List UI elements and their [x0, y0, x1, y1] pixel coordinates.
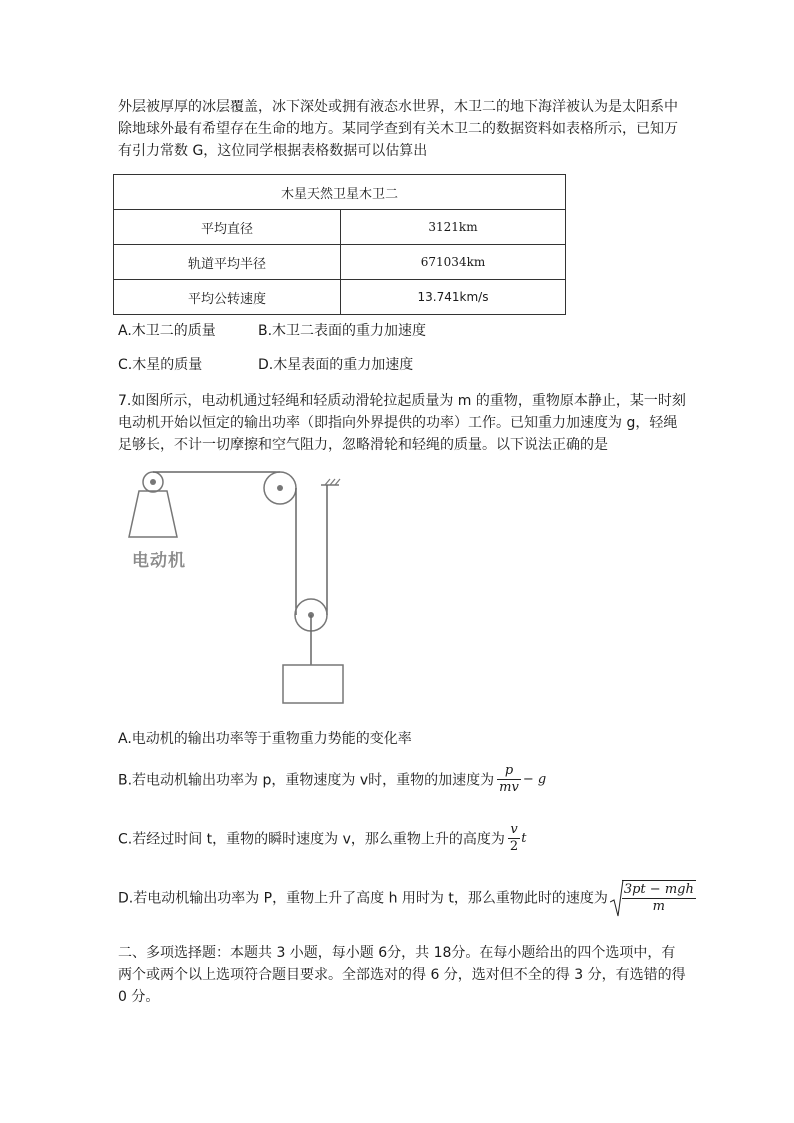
- section2-line-1: 二、多项选择题：本题共 3 小题，每小题 6分，共 18分。在每小题给出的四个选项中，有: [118, 945, 676, 961]
- q7-option-d: [118, 880, 696, 915]
- q6-option-c: C.木星的质量: [118, 357, 203, 373]
- table-cell-label: 轨道平均半径: [114, 245, 341, 280]
- q7-option-d-fraction: [622, 880, 696, 915]
- square-root: [622, 880, 696, 915]
- table-cell-label: 平均公转速度: [114, 280, 341, 315]
- q7-stem-line-1: 7.如图所示，电动机通过轻绳和轻质动滑轮拉起质量为 m 的重物，重物原本静止，某一时刻: [118, 393, 686, 409]
- q7-option-b-tail: − g: [522, 772, 547, 787]
- table-cell-value: 3121km: [341, 210, 566, 245]
- pulley-figure: [125, 465, 365, 705]
- section2-line-3: 0 分。: [118, 989, 160, 1005]
- q7-option-c-tail: t: [521, 831, 527, 846]
- q7-option-b-fraction: [497, 763, 521, 796]
- fraction-numerator: p: [497, 763, 521, 780]
- fraction-numerator: 3pt − mgh: [623, 882, 694, 897]
- fraction-denominator: m: [652, 899, 665, 914]
- motor-label: 电动机: [132, 551, 186, 571]
- europa-data-table: [113, 174, 566, 315]
- table-cell-value: 13.741km/s: [341, 280, 566, 315]
- q7-option-a: A.电动机的输出功率等于重物重力势能的变化率: [118, 731, 412, 747]
- q6-option-b: B.木卫二表面的重力加速度: [258, 323, 427, 339]
- q6-option-d: D.木星表面的重力加速度: [258, 357, 414, 373]
- intro-line-3: 有引力常数 G，这位同学根据表格数据可以估算出: [118, 143, 428, 159]
- q7-stem-line-3: 足够长，不计一切摩擦和空气阻力，忽略滑轮和轻绳的质量。以下说法正确的是: [118, 437, 608, 453]
- table-cell-value: 671034km: [341, 245, 566, 280]
- q7-option-c-fraction: [508, 822, 520, 855]
- intro-line-2: 除地球外最有希望存在生命的地方。某同学查到有关木卫二的数据资料如表格所示，已知万: [118, 121, 678, 137]
- q7-option-c: [118, 822, 526, 855]
- q7-stem-line-2: 电动机开始以恒定的输出功率（即指向外界提供的功率）工作。已知重力加速度为 g，轻绳: [118, 415, 678, 431]
- table-cell-label: 平均直径: [114, 210, 341, 245]
- fraction-numerator: v: [508, 822, 520, 839]
- table-title: 木星天然卫星木卫二: [114, 175, 566, 210]
- q7-option-b-text: B.若电动机输出功率为 p，重物速度为 v时，重物的加速度为: [118, 772, 495, 789]
- table-row: [114, 245, 566, 280]
- fraction-denominator: 2: [509, 839, 519, 854]
- q7-option-d-text: D.若电动机输出功率为 P，重物上升了高度 h 用时为 t，那么重物此时的速度为: [118, 890, 608, 907]
- motor-body: [129, 491, 177, 537]
- table-row: [114, 280, 566, 315]
- table-row: [114, 210, 566, 245]
- section2-line-2: 两个或两个以上选项符合题目要求。全部选对的得 6 分，选对但不全的得 3 分，有选错的得: [118, 967, 686, 983]
- q6-option-a: A.木卫二的质量: [118, 323, 216, 339]
- q7-option-c-text: C.若经过时间 t，重物的瞬时速度为 v，那么重物上升的高度为: [118, 831, 505, 848]
- intro-line-1: 外层被厚厚的冰层覆盖，冰下深处或拥有液态水世界，木卫二的地下海洋被认为是太阳系中: [118, 99, 678, 115]
- fraction-denominator: mv: [499, 780, 519, 795]
- weight-block: [283, 665, 343, 703]
- q7-option-b: [118, 763, 546, 796]
